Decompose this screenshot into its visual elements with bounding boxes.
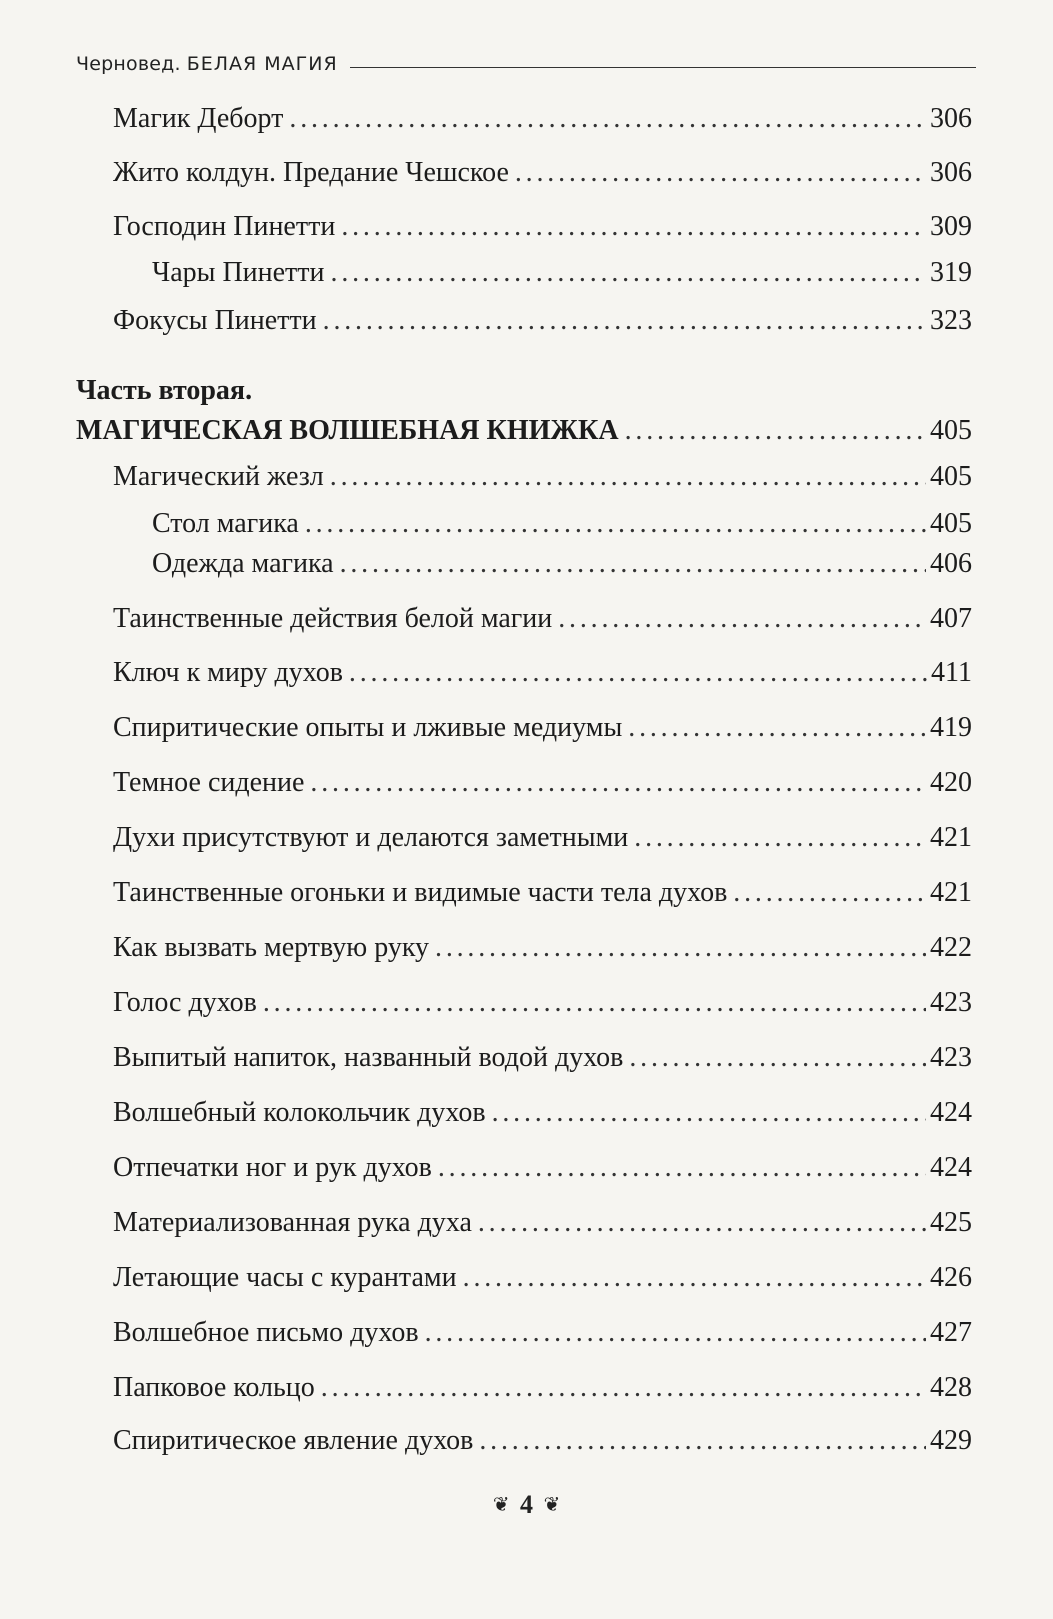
toc-entry [113,766,972,800]
toc-entry-page: 420 [930,767,972,798]
toc-entry-page: 424 [930,1097,972,1128]
toc-entry [113,1151,972,1185]
toc-entry [113,1371,972,1405]
toc-entry-page: 425 [930,1207,972,1238]
toc-entry-page: 323 [930,305,972,336]
toc-entry-page: 406 [930,548,972,579]
toc-entry-label: Господин Пинетти [113,211,336,242]
running-head-title: БЕЛАЯ МАГИЯ [186,53,338,75]
dot-leader [321,1371,926,1405]
toc-entry-page: 428 [930,1372,972,1403]
toc-entry-page: 424 [930,1152,972,1183]
toc-entry-label: Папковое кольцо [113,1372,315,1403]
toc-entry [113,711,972,745]
toc-entry [113,821,972,855]
toc-entry [113,1261,972,1295]
toc-entry-label: Отпечатки ног и рук духов [113,1152,432,1183]
toc-entry [113,210,972,244]
dot-leader [628,711,926,745]
toc-entry-page: 421 [930,822,972,853]
toc-entry [152,256,972,290]
dot-leader [305,507,926,541]
toc-entry [113,102,972,136]
toc-entry-page: 405 [930,461,972,492]
toc-entry [113,1316,972,1350]
toc-entry-label: Голос духов [113,987,257,1018]
toc-entry-page: 427 [930,1317,972,1348]
dot-leader [310,766,926,800]
toc-entry-label: Духи присутствуют и делаются заметными [113,822,629,853]
toc-entry [113,986,972,1020]
dot-leader [435,931,926,965]
toc-entry-page: 309 [930,211,972,242]
dot-leader [733,876,926,910]
ornament-left-icon: ❦ [492,1492,510,1516]
running-head [76,50,976,78]
toc-entry-label: Магический жезл [113,461,324,492]
toc-entry [113,656,972,690]
dot-leader [634,821,926,855]
dot-leader [558,602,926,636]
toc-entry [113,304,972,338]
toc-entry-label: Выпитый напиток, названный водой духов [113,1042,624,1073]
running-head-author: Черновед. [76,53,181,75]
toc-entry-page: 319 [930,257,972,288]
toc-entry-label: Спиритические опыты и лживые медиумы [113,712,623,743]
toc-entry-label: Волшебное письмо духов [113,1317,419,1348]
toc-entry [113,1041,972,1075]
part-title: МАГИЧЕСКАЯ ВОЛШЕБНАЯ КНИЖКА [76,415,619,446]
toc-entry-label: Материализованная рука духа [113,1207,472,1238]
dot-leader [463,1261,926,1295]
toc-entry-page: 421 [930,877,972,908]
part-title-entry [76,414,972,448]
toc-entry [152,547,972,581]
toc-entry-label: Фокусы Пинетти [113,305,317,336]
toc-entry-label: Ключ к миру духов [113,657,343,688]
toc-entry-label: Чары Пинетти [152,257,325,288]
toc-entry-page: 423 [930,987,972,1018]
toc-entry-page: 419 [930,712,972,743]
toc-entry-page: 306 [930,103,972,134]
toc-entry [113,602,972,636]
dot-leader [331,256,926,290]
toc-entry-page: 405 [930,508,972,539]
dot-leader [625,414,926,448]
dot-leader [515,156,926,190]
toc-entry [113,1096,972,1130]
toc-entry [113,1424,972,1458]
toc-entry [113,876,972,910]
toc-entry-label: Волшебный колокольчик духов [113,1097,486,1128]
toc-entry-page: 423 [930,1042,972,1073]
dot-leader [340,547,926,581]
dot-leader [323,304,926,338]
toc-entry-label: Летающие часы с курантами [113,1262,457,1293]
toc-entry-label: Одежда магика [152,548,334,579]
dot-leader [479,1424,926,1458]
dot-leader [438,1151,926,1185]
toc-entry-label: Жито колдун. Предание Чешское [113,157,509,188]
part-heading: Часть вторая. [76,375,253,406]
toc-entry-label: Таинственные действия белой магии [113,603,553,634]
toc-entry-label: Таинственные огоньки и видимые части тела духов [113,877,728,908]
toc-entry-label: Стол магика [152,508,299,539]
toc-entry-label: Темное сидение [113,767,305,798]
toc-entry-page: 429 [930,1425,972,1456]
dot-leader [330,460,926,494]
dot-leader [263,986,926,1020]
page-number [0,1490,1053,1520]
toc-entry-page: 306 [930,157,972,188]
toc-entry [113,1206,972,1240]
toc-entry-page: 426 [930,1262,972,1293]
toc-entry-page: 411 [931,657,972,688]
toc-entry [113,156,972,190]
dot-leader [289,102,926,136]
toc-entry [113,931,972,965]
page-number-value: 4 [520,1490,533,1519]
part-page: 405 [930,415,972,446]
toc-entry [113,460,972,494]
dot-leader [349,656,927,690]
running-head-rule [350,67,976,68]
dot-leader [425,1316,926,1350]
toc-entry-page: 422 [930,932,972,963]
toc-entry-label: Магик Деборт [113,103,284,134]
toc-entry-label: Спиритическое явление духов [113,1425,474,1456]
dot-leader [492,1096,926,1130]
toc-entry-page: 407 [930,603,972,634]
dot-leader [629,1041,926,1075]
dot-leader [341,210,926,244]
ornament-right-icon: ❦ [543,1492,561,1516]
toc-entry-label: Как вызвать мертвую руку [113,932,430,963]
dot-leader [478,1206,926,1240]
toc-entry [152,507,972,541]
